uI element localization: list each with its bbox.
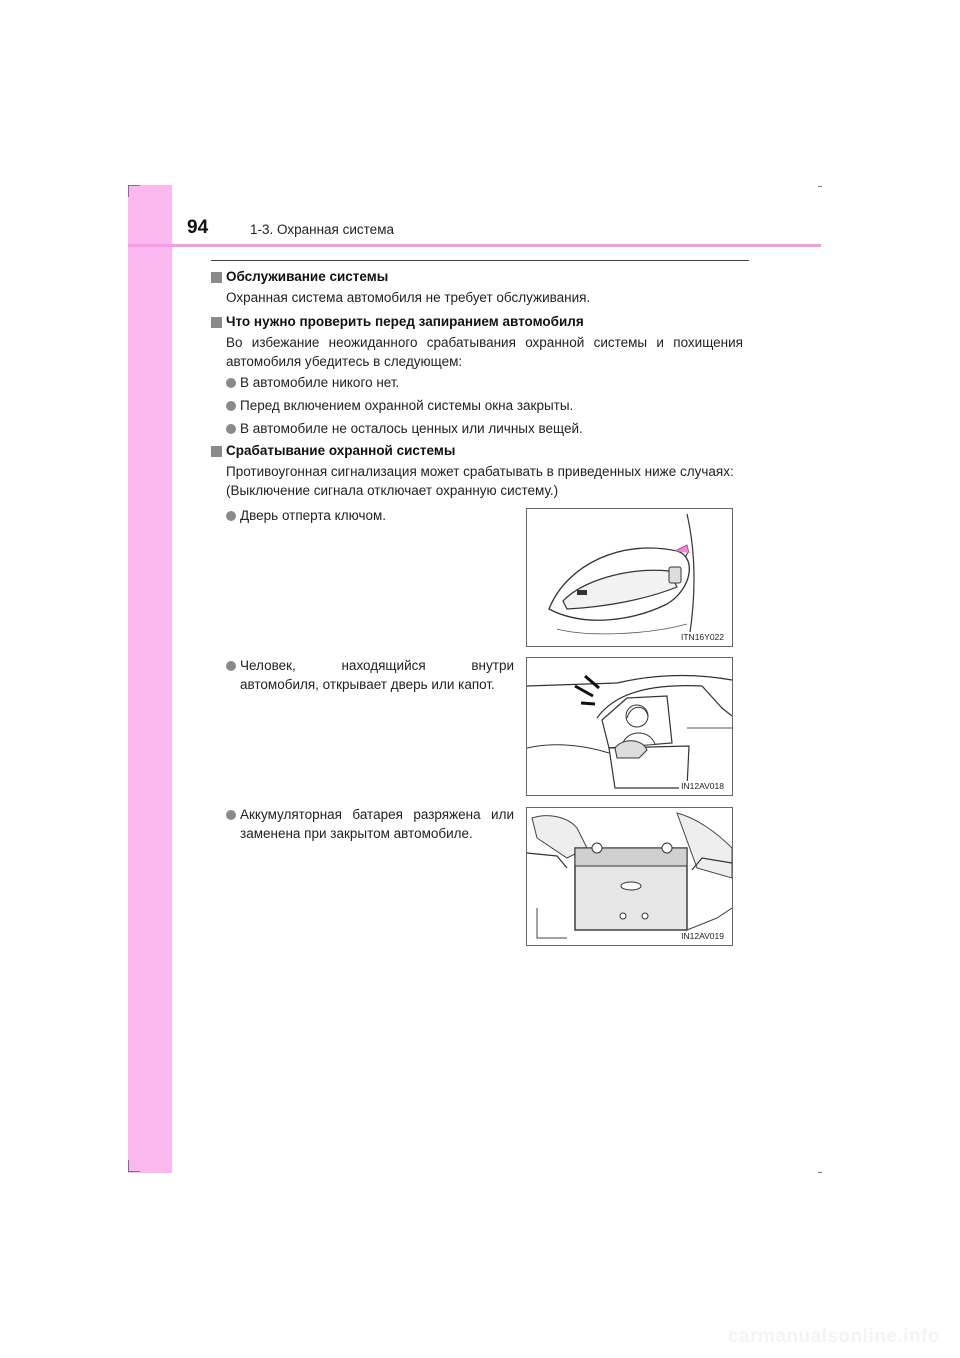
bullet-text: В автомобиле не осталось ценных или личных вещей. — [240, 421, 583, 436]
section-title: Что нужно проверить перед запиранием автомобиля — [226, 314, 584, 329]
bullet-text: автомобиля, открывает дверь или капот. — [240, 677, 495, 692]
bullet-icon — [226, 661, 236, 671]
figure-code: IN12AV019 — [681, 931, 724, 941]
section-title: Срабатывание охранной системы — [226, 443, 456, 458]
section-marker-icon — [211, 446, 222, 457]
side-color-band — [128, 185, 172, 1173]
bullet-icon — [226, 424, 236, 434]
paragraph-line: Противоугонная сигнализация может срабатывать в приведенных ниже случаях: — [226, 464, 734, 479]
person-in-car-illustration — [526, 657, 733, 796]
paragraph-line: Охранная система автомобиля не требует обслуживания. — [226, 290, 591, 305]
battery-illustration — [526, 807, 733, 946]
bullet-text: В автомобиле никого нет. — [240, 375, 400, 390]
figure-code: IN12AV018 — [681, 781, 724, 791]
crop-mark — [818, 1172, 822, 1173]
paragraph-line: автомобиля убедитесь в следующем: — [226, 354, 463, 369]
section-divider — [211, 260, 749, 261]
watermark: carmanualsonline.info — [727, 1326, 940, 1347]
bullet-text: Перед включением охранной системы окна закрыты. — [240, 398, 574, 413]
paragraph-line: Во избежание неожиданного срабатывания охранной системы и похищения — [226, 335, 743, 350]
section-marker-icon — [211, 317, 222, 328]
door-key-illustration — [526, 508, 733, 647]
crop-mark — [128, 1171, 140, 1172]
bullet-icon — [226, 511, 236, 521]
bullet-text: заменена при закрытом автомобиле. — [240, 826, 473, 841]
figure-code: ITN16Y022 — [681, 632, 724, 642]
car-door-drawing — [527, 658, 732, 795]
chapter-title: 1-3. Охранная система — [250, 222, 394, 237]
bullet-text: Дверь отперта ключом. — [240, 508, 387, 523]
door-handle-drawing — [527, 509, 732, 646]
section-title: Обслуживание системы — [226, 269, 389, 284]
battery-drawing — [527, 808, 732, 945]
crop-mark — [818, 186, 822, 187]
header-line — [128, 244, 821, 247]
paragraph-line: (Выключение сигнала отключает охранную систему.) — [226, 483, 559, 498]
page-number: 94 — [187, 217, 209, 238]
crop-mark — [128, 185, 129, 197]
crop-mark — [128, 185, 140, 186]
bullet-text: Человек, находящийся внутри — [240, 658, 514, 673]
bullet-text: Аккумуляторная батарея разряжена или — [240, 807, 514, 822]
bullet-icon — [226, 378, 236, 388]
bullet-icon — [226, 810, 236, 820]
bullet-icon — [226, 401, 236, 411]
section-marker-icon — [211, 272, 222, 283]
